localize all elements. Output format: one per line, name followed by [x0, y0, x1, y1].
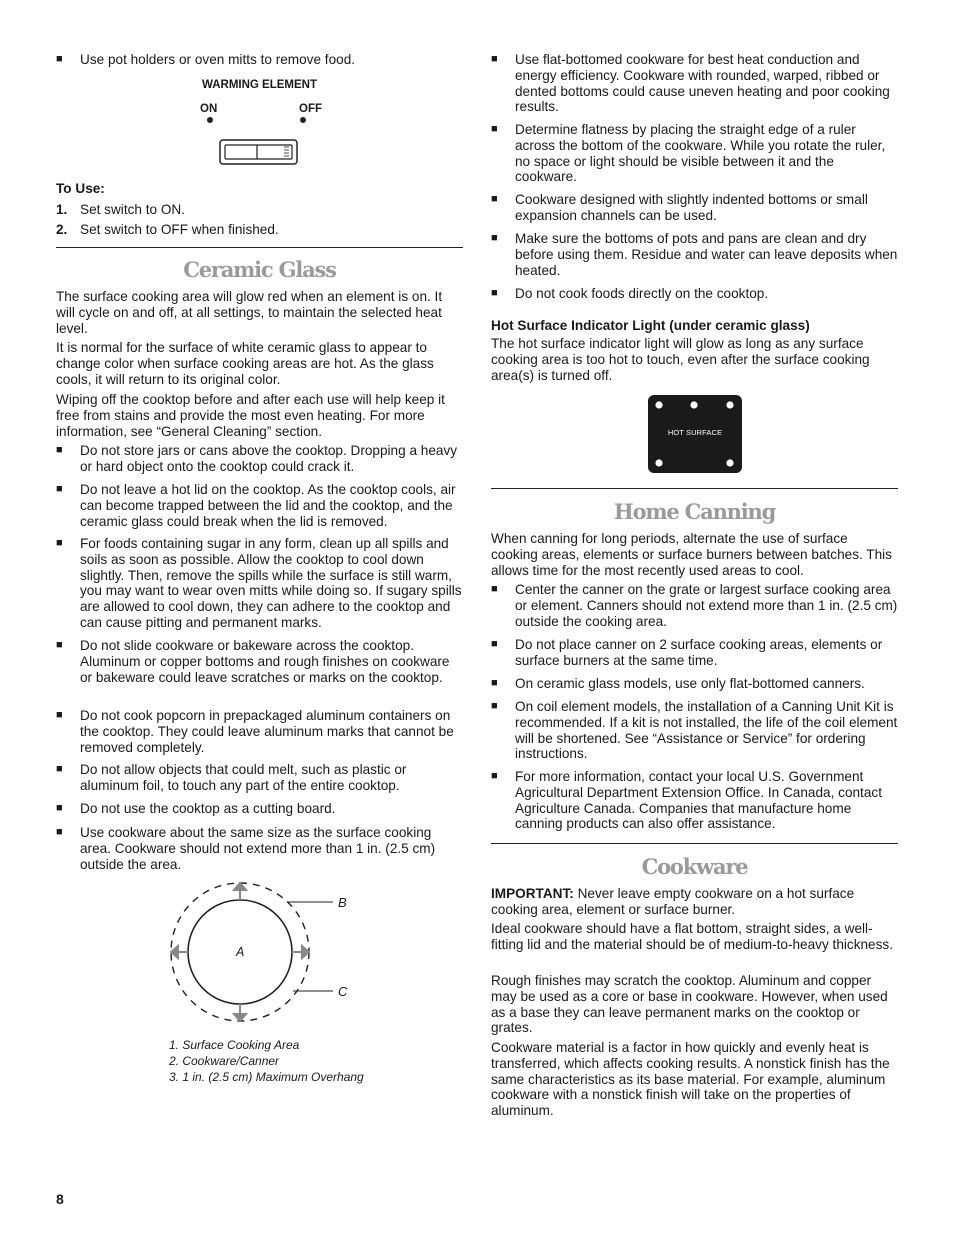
bullet-square-icon: ■: [56, 709, 63, 721]
hot-surface-title: Hot Surface Indicator Light (under ceramic glass): [491, 318, 810, 333]
bullet-square-icon: ■: [56, 483, 63, 495]
page-number: 8: [56, 1191, 64, 1207]
bullet-square-icon: ■: [491, 123, 498, 135]
bullet-square-icon: ■: [491, 700, 498, 712]
cookware-paragraph-2: Rough finishes may scratch the cooktop. Aluminum and copper may be used as a core or base in cookware. However, when used as a base they can leave permanent marks on the cooktop or grates.: [491, 973, 888, 1036]
cookware-paragraph-3: Cookware material is a factor in how quickly and evenly heat is transferred, which affects cooking results. A nonstick finish has the same characteristics as its base material. For example, aluminum cookware with a nonstick finish will take on the properties of aluminum.: [491, 1040, 890, 1119]
cookware-bullet-4: ■ Make sure the bottoms of pots and pans are clean and dry before using them. Residue and water can leave deposits when heated.: [491, 231, 898, 278]
hot-surface-label: HOT SURFACE: [667, 428, 723, 437]
bullet-square-icon: ■: [56, 639, 63, 651]
warming-switch-icon[interactable]: [196, 78, 326, 170]
canning-bullet-4: ■ On coil element models, the installation of a Canning Unit Kit is recommended. If a kit is not installed, the life of the coil element will be shortened. See “Assistance or Service” for ordering instructions.: [491, 699, 898, 762]
to-use-title: To Use:: [56, 181, 105, 196]
cookware-paragraph-1: Ideal cookware should have a flat bottom, straight sides, a well-fitting lid and the material should be of medium-to-heavy thickness.: [491, 921, 893, 952]
cookware-bullet-3: ■ Cookware designed with slightly indented bottoms or small expansion channels can be used.: [491, 192, 868, 223]
off-label: OFF: [299, 103, 322, 115]
overhang-diagram: [166, 880, 416, 1030]
bullet-square-icon: ■: [491, 677, 498, 689]
intro-bullet: ■ Use pot holders or oven mitts to remove food.: [56, 52, 356, 67]
ceramic-bullet-6: ■ Do not allow objects that could melt, such as plastic or aluminum foil, to touch any part of the entire cooktop.: [56, 762, 407, 793]
ceramic-bullet-7: ■ Do not use the cooktop as a cutting board.: [56, 801, 336, 816]
diagram-label-c: C: [338, 984, 348, 999]
ceramic-bullet-2: ■ Do not leave a hot lid on the cooktop. As the cooktop cools, air can become trapped between the lid and the cooktop, and the ceramic glass could break when the lid is removed.: [56, 482, 456, 529]
step-1: 1. Set switch to ON.: [56, 202, 186, 217]
bullet-square-icon: ■: [56, 826, 63, 838]
overhang-diagram-graphic: [166, 880, 416, 1030]
diagram-label-b: B: [338, 895, 347, 910]
diagram-caption-2: 2. Cookware/Canner: [169, 1054, 280, 1068]
section-divider: [491, 843, 898, 844]
hot-surface-indicator: [648, 395, 742, 473]
cookware-heading: Cookware: [641, 854, 748, 879]
hot-surface-text: The hot surface indicator light will glow as long as any surface cooking area is too hot to touch, even after the surface cooking area(s) is turned off.: [491, 336, 870, 383]
cookware-bullet-5: ■ Do not cook foods directly on the cooktop.: [491, 286, 769, 301]
bullet-square-icon: ■: [491, 638, 498, 650]
bullet-square-icon: ■: [56, 444, 63, 456]
bullet-square-icon: ■: [56, 53, 63, 65]
important-note: IMPORTANT: Never leave empty cookware on a hot surface cooking area, element or surface burner.: [491, 886, 855, 917]
canning-bullet-3: ■ On ceramic glass models, use only flat-bottomed canners.: [491, 676, 865, 691]
bullet-square-icon: ■: [491, 232, 498, 244]
bullet-square-icon: ■: [56, 763, 63, 775]
ceramic-bullet-5: ■ Do not cook popcorn in prepackaged aluminum containers on the cooktop. They could leave aluminum marks that cannot be removed completely.: [56, 708, 454, 755]
ceramic-bullet-1: ■ Do not store jars or cans above the cooktop. Dropping a heavy or hard object onto the cooktop could crack it.: [56, 443, 458, 474]
bullet-square-icon: ■: [491, 193, 498, 205]
bullet-square-icon: ■: [56, 537, 63, 549]
ceramic-paragraph-2: It is normal for the surface of white ceramic glass to appear to change color when surface cooking areas are hot. As the glass cools, it will return to its original color.: [56, 340, 434, 387]
bullet-square-icon: ■: [491, 53, 498, 65]
bullet-square-icon: ■: [56, 802, 63, 814]
step-2: 2. Set switch to OFF when finished.: [56, 222, 279, 237]
diagram-caption-1: 1. Surface Cooking Area: [169, 1038, 300, 1052]
cookware-bullet-2: ■ Determine flatness by placing the straight edge of a ruler across the bottom of the cookware. While you rotate the ruler, no space or light should be visible between it and the cookware.: [491, 122, 886, 185]
section-divider: [491, 488, 898, 489]
diagram-label-a: A: [236, 945, 245, 959]
diagram-caption-3: 3. 1 in. (2.5 cm) Maximum Overhang: [169, 1070, 364, 1084]
ceramic-bullet-3: ■ For foods containing sugar in any form, clean up all spills and soils as soon as possible. Allow the cooktop to cool down slightly. Then, remove the spills while the surface is still warm, you may want to wear oven mitts while doing so. If sugary spills are allowed to cool down, they can adhere to the cooktop and can cause pitting and permanent marks.: [56, 536, 462, 630]
bullet-square-icon: ■: [491, 287, 498, 299]
ceramic-paragraph-3: Wiping off the cooktop before and after each use will help keep it free from stains and provide the most even heating. For more information, see “General Cleaning” section.: [56, 392, 445, 439]
on-label: ON: [200, 103, 218, 115]
canning-intro: When canning for long periods, alternate the use of surface cooking areas, elements or surface burners between batches. This allows time for the most recently used areas to cool.: [491, 531, 892, 578]
section-divider: [56, 247, 463, 248]
ceramic-bullet-4: ■ Do not slide cookware or bakeware across the cooktop. Aluminum or copper bottoms and rough finishes on cookware or bakeware could leave scratches or marks on the cooktop.: [56, 638, 450, 685]
warming-element-figure: [196, 78, 326, 170]
bullet-square-icon: ■: [491, 583, 498, 595]
important-label: IMPORTANT:: [491, 886, 574, 901]
warming-element-title: WARMING ELEMENT: [202, 79, 317, 91]
canning-bullet-2: ■ Do not place canner on 2 surface cooking areas, elements or surface burners at the same time.: [491, 637, 883, 668]
canning-bullet-1: ■ Center the canner on the grate or largest surface cooking area or element. Canners should not extend more than 1 in. (2.5 cm) outside the cooking area.: [491, 582, 898, 629]
ceramic-glass-heading: Ceramic Glass: [183, 257, 336, 282]
cookware-bullet-1: ■ Use flat-bottomed cookware for best heat conduction and energy efficiency. Cookware with rounded, warped, ribbed or dented bottoms could cause uneven heating and poor cooking results.: [491, 52, 890, 115]
bullet-square-icon: ■: [491, 770, 498, 782]
ceramic-bullet-8: ■ Use cookware about the same size as the surface cooking area. Cookware should not extend more than 1 in. (2.5 cm) outside the area.: [56, 825, 436, 872]
canning-bullet-5: ■ For more information, contact your local U.S. Government Agricultural Department Extension Office. In Canada, contact Agriculture Canada. Companies that manufacture home canning products can also offer assistance.: [491, 769, 882, 832]
home-canning-heading: Home Canning: [613, 499, 776, 524]
ceramic-paragraph-1: The surface cooking area will glow red when an element is on. It will cycle on and off, at all settings, to maintain the selected heat level.: [56, 289, 443, 336]
